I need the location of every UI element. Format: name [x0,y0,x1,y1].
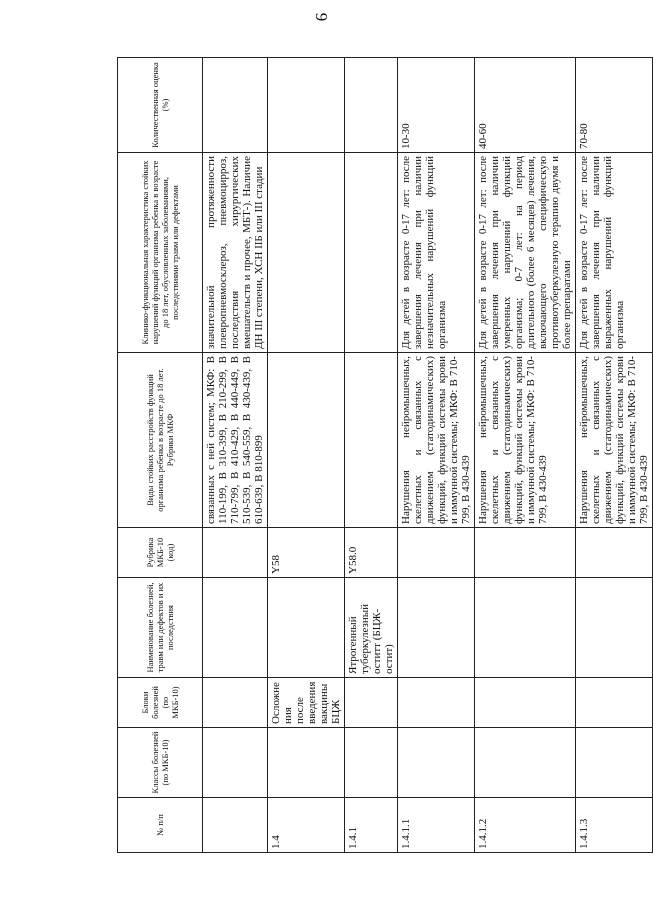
cell-name: Ятрогенный туберкулезный оститт (БЦЖ-остит) [345,578,398,678]
cell-block [203,678,268,728]
cell-class [475,728,576,798]
header-icd-code: Рубрика МКБ-10 (код) [118,528,203,578]
cell-class [398,728,475,798]
cell-score [203,58,268,153]
cell-number: 1.4.1.3 [576,798,653,853]
table-row [203,58,268,853]
cell-clinical [268,153,345,353]
cell-number: 1.4 [268,798,345,853]
cell-number: 1.4.1.2 [475,798,576,853]
cell-function-kinds: Нарушения нейромышечных, скелетных и связанных с движением (статодинамических) функций, функций системы крови и иммунной системы; МКФ: В 710-799, В 430-439 [475,353,576,528]
cell-function-kinds: Нарушения нейромышечных, скелетных и связанных с движением (статодинамических) функций, функций системы крови и иммунной системы; МКФ: В 710-799, В 430-439 [576,353,653,528]
cell-block [576,678,653,728]
cell-code [576,528,653,578]
cell-block: Осложнения после введения вакцины БЦЖ [268,678,345,728]
cell-clinical: значительной протяженности плевропневмосклероз, пневмоцирроз, последствия хирургических вмешательств и прочее, МБТ-). Наличие ДН III степени, ХСН IIБ или III стадии [203,153,268,353]
table-header-row [118,58,203,853]
cell-clinical: Для детей в возрасте 0-17 лет: после завершения лечения при наличии незначительных нарушений функций организма [398,153,475,353]
cell-score [268,58,345,153]
page-number: 9 [312,12,331,22]
cell-name [268,578,345,678]
cell-name [203,578,268,678]
cell-code: Y58 [268,528,345,578]
cell-score [345,58,398,153]
table-row [475,58,576,853]
header-disease-block: Блоки болезней (по МКБ-10) [118,678,203,728]
cell-clinical: Для детей в возрасте 0-17 лет: после завершения лечения при наличии выраженных нарушений функций организма [576,153,653,353]
header-function-kinds: Виды стойких расстройств функций организма ребенка в возрасте до 18 лет. Рубрики МКФ [118,353,203,528]
cell-block [398,678,475,728]
cell-code [398,528,475,578]
table-row [345,58,398,853]
cell-code [203,528,268,578]
table-row [576,58,653,853]
cell-name [398,578,475,678]
cell-function-kinds: связанных с ней систем; МКФ: В 110-199, В 310-399, В 210-299, В 710-799, В 410-429, В 440-449, В 510-539, В 540-559, В 430-439, В 610-639, В 810-899 [203,353,268,528]
cell-block [475,678,576,728]
cell-score: 40-60 [475,58,576,153]
header-score: Количественная оценка (%) [118,58,203,153]
cell-name [576,578,653,678]
disability-criteria-table [117,57,653,853]
cell-code: Y58.0 [345,528,398,578]
table-row [268,58,345,853]
cell-number: 1.4.1 [345,798,398,853]
rotated-table-wrapper [117,58,650,853]
table-row [398,58,475,853]
cell-function-kinds: Нарушения нейромышечных, скелетных и связанных с движением (статодинамических) функций, функций системы крови и иммунной системы; МКФ: В 710-799, В 430-439 [398,353,475,528]
header-number: № п/п [118,798,203,853]
cell-class [268,728,345,798]
cell-clinical [345,153,398,353]
cell-score: 70-80 [576,58,653,153]
cell-class [576,728,653,798]
cell-class [203,728,268,798]
cell-clinical: Для детей в возрасте 0-17 лет: после завершения лечения при наличии умеренных нарушений функций организма; 0-7 лет: на период длительного (более 6 месяцев) лечения, включающего специфическую противотуберкулезную терапию двумя и более препаратами [475,153,576,353]
cell-name [475,578,576,678]
cell-class [345,728,398,798]
cell-block [345,678,398,728]
header-disease-class: Классы болезней (по МКБ-10) [118,728,203,798]
cell-number [203,798,268,853]
cell-code [475,528,576,578]
header-disease-name: Наименование болезней, травм или дефектов и их последствия [118,578,203,678]
cell-function-kinds [268,353,345,528]
cell-score: 10-30 [398,58,475,153]
header-clinical-characteristic: Клинико-функциональная характеристика стойких нарушений функций организма ребенка в возрасте до 18 лет, обусловленных заболеваниями, последствиями травм или дефектами [118,153,203,353]
cell-number: 1.4.1.1 [398,798,475,853]
cell-function-kinds [345,353,398,528]
